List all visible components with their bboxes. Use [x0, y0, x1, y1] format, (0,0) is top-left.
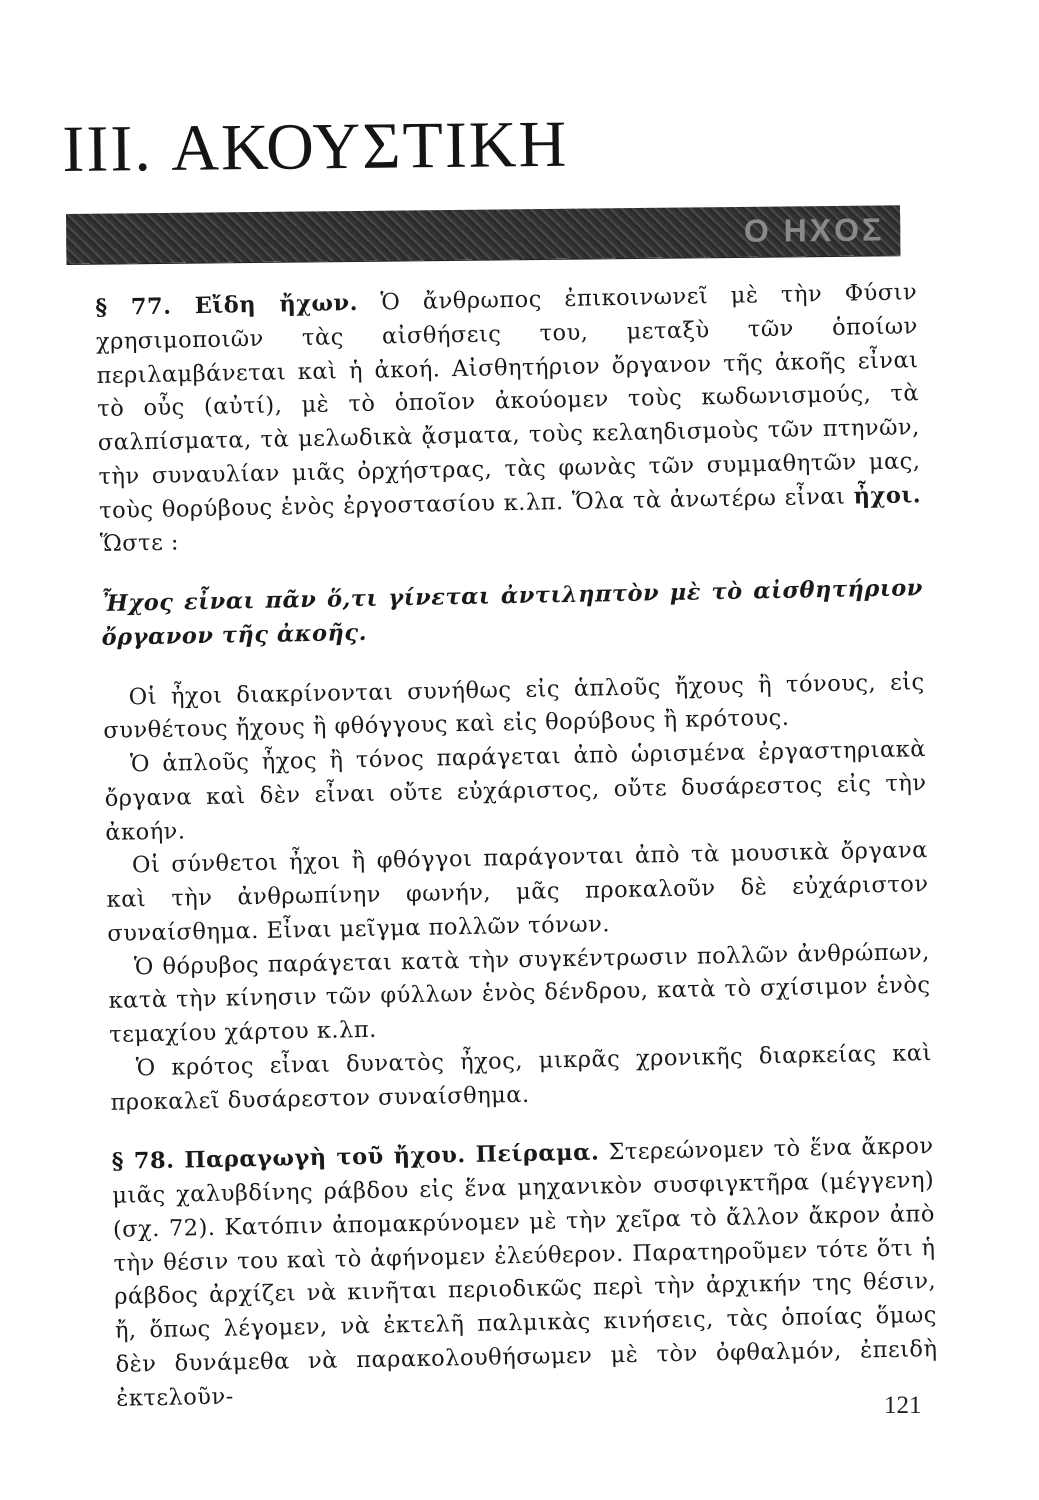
- paragraph: Ὁ ἁπλοῦς ἦχος ἢ τόνος παράγεται ἀπὸ ὡρισμένα ἐργαστηριακὰ ὄργανα καὶ δὲν εἶναι οὔτε εὐχάριστος, οὔτε δυσάρεστος εἰς τὴν ἀκοήν.: [104, 736, 927, 846]
- page-number: 121: [884, 1392, 922, 1419]
- section-banner: [66, 205, 900, 264]
- sound-definition: Ἦχος εἶναι πᾶν ὅ,τι γίνεται ἀντιληπτὸν μὲ τὸ αἰσθητήριον ὄργανον τῆς ἀκοῆς.: [100, 575, 924, 651]
- section-77-intro-end: Ὥστε :: [99, 529, 180, 558]
- paragraph: Οἱ ἦχοι διακρίνονται συνήθως εἰς ἁπλοῦς ἤχους ἢ τόνους, εἰς συνθέτους ἤχους ἢ φθόγγους καὶ εἰς θορύβους ἢ κρότους.: [103, 668, 925, 745]
- section-77-intro-text: Ὁ ἄνθρωπος ἐπικοινωνεῖ μὲ τὴν Φύσιν χρησιμοποιῶν τὰς αἰσθήσεις του, μεταξὺ τῶν ὁποίων περιλαμβάνεται καὶ ἡ ἀκοή. Αἰσθητήριον ὄργανον τῆς ἀκοῆς εἶναι τὸ οὖς (αὐτί), μὲ τὸ ὁποῖον ἀκούομεν τοὺς κωδωνισμούς, τὰ σαλπίσματα, τὰ μελωδικὰ ᾄσματα, τοὺς κελαηδισμοὺς τῶν πτηνῶν, τὴν συναυλίαν μιᾶς ὀρχήστρας, τὰς φωνὰς τῶν συμμαθητῶν μας, τοὺς θορύβους ἑνὸς ἐργοστασίου κ.λπ. Ὅλα τὰ ἀνωτέρω εἶναι: [95, 279, 921, 524]
- chapter-title: III. ΑΚΟΥΣΤΙΚΗ: [62, 107, 569, 186]
- paragraph: Ὁ θόρυβος παράγεται κατὰ τὴν συγκέντρωσιν πολλῶν ἀνθρώπων, κατὰ τὴν κίνησιν τῶν φύλλων ἑνὸς δένδρου, κατὰ τὸ σχίσιμον ἑνὸς τεμαχίου χάρτου κ.λπ.: [108, 938, 931, 1048]
- paragraph: Ὁ κρότος εἶναι δυνατὸς ἦχος, μικρᾶς χρονικῆς διαρκείας καὶ προκαλεῖ δυσάρεστον συναίσθημα.: [110, 1039, 933, 1116]
- section-78-paragraph: [111, 1130, 938, 1416]
- section-78-heading: § 78. Παραγωγὴ τοῦ ἤχου. Πείραμα.: [111, 1139, 600, 1176]
- section-77-intro-bold: ἦχοι.: [853, 481, 922, 509]
- section-77-heading: § 77. Εἴδη ἤχων.: [95, 289, 359, 321]
- section-banner-label: Ο ΗΧΟΣ: [743, 211, 885, 249]
- paragraph: Οἱ σύνθετοι ἦχοι ἢ φθόγγοι παράγονται ἀπὸ τὰ μουσικὰ ὄργανα καὶ τὴν ἀνθρωπίνην φωνήν, μᾶς προκαλοῦν δὲ εὐχάριστον συναίσθημα. Εἶναι μεῖγμα πολλῶν τόνων.: [106, 837, 929, 947]
- body-text: [95, 276, 938, 1416]
- section-77-intro: [95, 276, 922, 562]
- section-78-text: Στερεώνομεν τὸ ἕνα ἄκρον μιᾶς χαλυβδίνης ράβδου εἰς ἕνα μηχανικὸν συσφιγκτῆρα (μέγγενη) (σχ. 72). Κατόπιν ἀπομακρύνομεν μὲ τὴν χεῖρα τὸ ἄλλον ἄκρον ἀπὸ τὴν θέσιν του καὶ τὸ ἀφήνομεν ἐλεύθερον. Παρατηροῦμεν τότε ὅτι ἡ ράβδος ἀρχίζει νὰ κινῆται περιοδικῶς περὶ τὴν ἀρχικήν της θέσιν, ἤ, ὅπως λέγομεν, νὰ ἐκτελῆ παλμικὰς κινήσεις, τὰς ὁποίας ὅμως δὲν δυνάμεθα νὰ παρακολουθήσωμεν μὲ τὸν ὀφθαλμόν, ἐπειδὴ ἐκτελοῦν-: [112, 1133, 938, 1412]
